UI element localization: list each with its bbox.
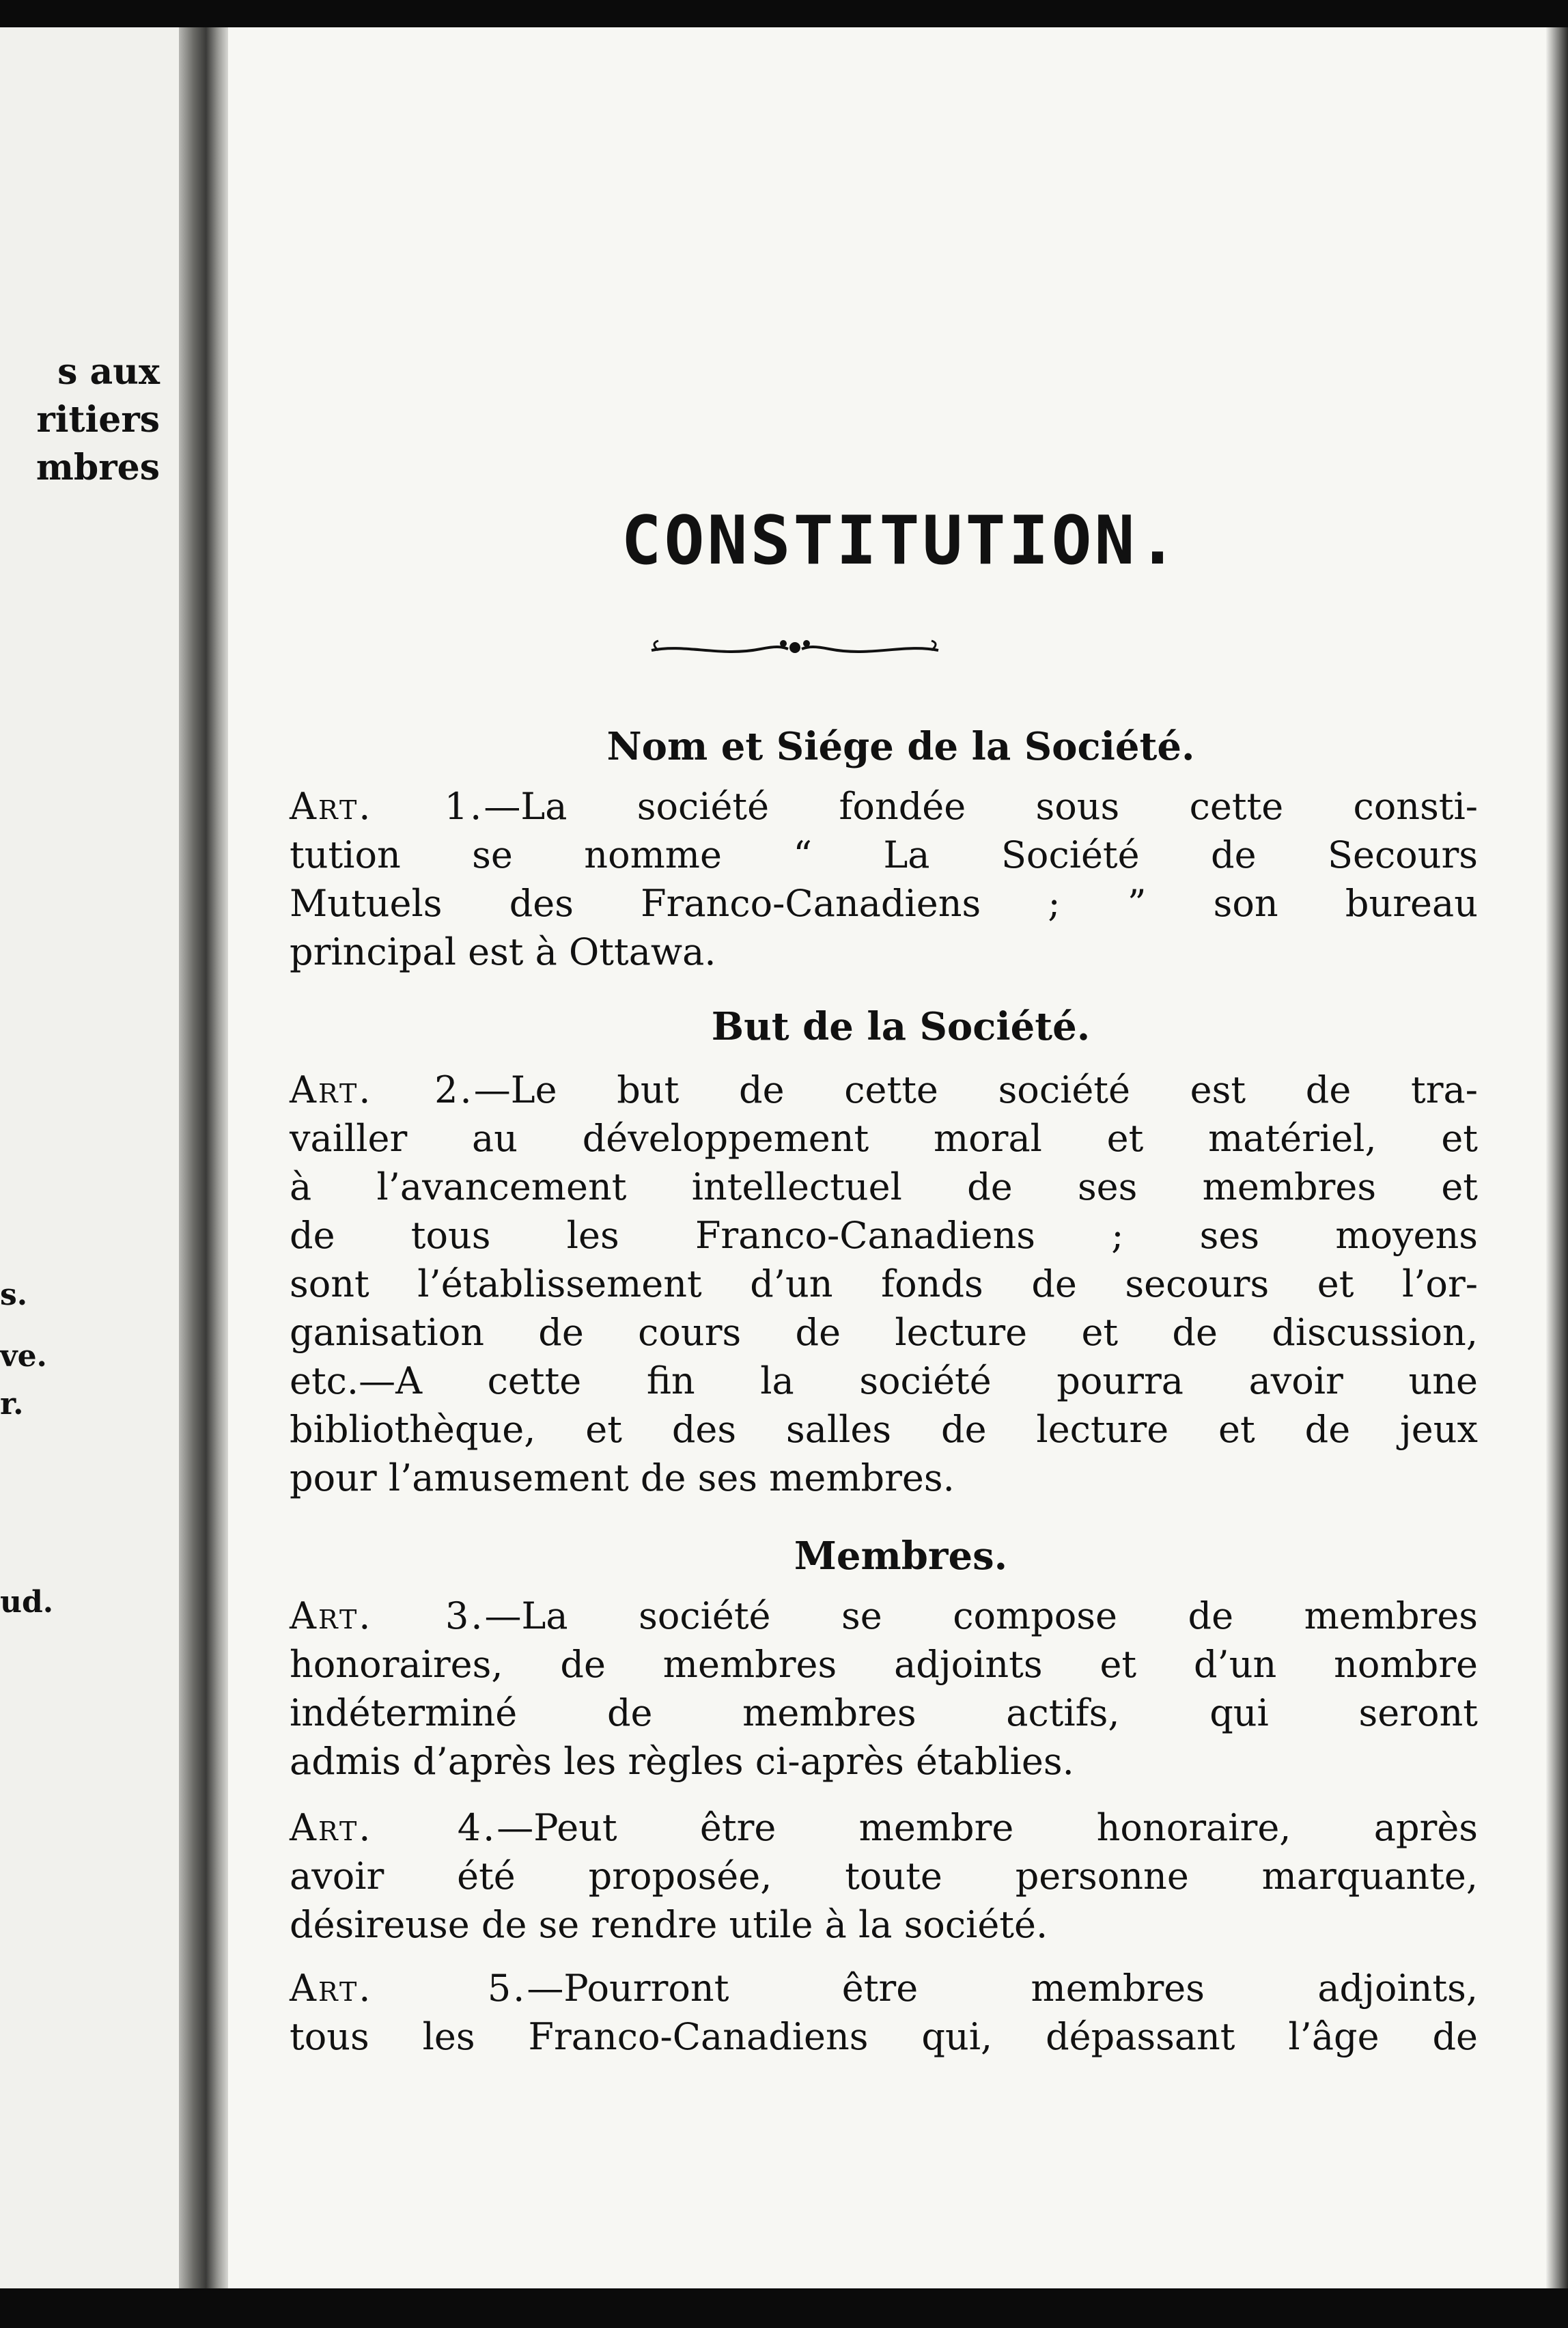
ornament-flourish-icon	[645, 628, 945, 669]
book-gutter	[179, 27, 228, 2288]
article-line: de tous les Franco-Canadiens ; ses moyens	[290, 1214, 1478, 1257]
article-line: à l’avancement intellectuel de ses membres et	[290, 1165, 1478, 1208]
article-line: vailler au développement moral et matériel, et	[290, 1117, 1478, 1160]
article-label: Art. 1.	[290, 785, 484, 828]
section-heading: Nom et Siége de la Société.	[606, 724, 1195, 769]
page-title: CONSTITUTION.	[621, 502, 1181, 580]
article-line: Mutuels des Franco-Canadiens ; ” son bureau	[290, 882, 1478, 925]
article-label: Art. 3.	[290, 1594, 485, 1637]
facing-page	[0, 27, 179, 2288]
facing-line: s aux	[57, 351, 160, 393]
article-line: indéterminé de membres actifs, qui seront	[290, 1691, 1478, 1734]
article-line: bibliothèque, et des salles de lecture et de jeux	[290, 1408, 1478, 1451]
article-line: tous les Franco-Canadiens qui, dépassant l’âge de	[290, 2015, 1478, 2058]
page-edge	[1546, 27, 1568, 2288]
article-line: principal est à Ottawa.	[290, 930, 716, 973]
article-line: etc.—A cette fin la société pourra avoir une	[290, 1359, 1478, 1402]
article-line: tution se nomme “ La Société de Secours	[290, 833, 1478, 876]
facing-fragment: ve.	[0, 1339, 47, 1374]
article-line: désireuse de se rendre utile à la société.	[290, 1903, 1048, 1946]
article-line: —La société fondée sous cette consti-	[484, 785, 1478, 828]
article-4	[290, 1803, 1478, 1949]
article-label: Art. 2.	[290, 1068, 474, 1111]
article-label: Art. 5.	[290, 1967, 527, 2010]
article-label: Art. 4.	[290, 1806, 497, 1849]
facing-fragment: r.	[0, 1387, 24, 1422]
article-3	[290, 1592, 1478, 1786]
article-line: —Peut être membre honoraire, après	[496, 1806, 1478, 1849]
article-line: admis d’après les règles ci-après établies.	[290, 1740, 1074, 1783]
facing-line: mbres	[36, 447, 160, 488]
article-1	[290, 782, 1478, 976]
section-heading: Membres.	[794, 1534, 1008, 1579]
article-line: —Le but de cette société est de tra-	[473, 1068, 1478, 1111]
article-2	[290, 1066, 1478, 1502]
article-line: sont l’établissement d’un fonds de secours et l’or-	[290, 1262, 1478, 1305]
article-line: pour l’amusement de ses membres.	[290, 1456, 955, 1499]
facing-fragment: s.	[0, 1277, 28, 1312]
facing-page-text	[23, 348, 179, 492]
article-5	[290, 1964, 1478, 2061]
section-heading: But de la Société.	[711, 1004, 1091, 1049]
article-line: honoraires, de membres adjoints et d’un nombre	[290, 1643, 1478, 1686]
document-page	[228, 27, 1546, 2288]
article-line: —La société se compose de membres	[484, 1594, 1479, 1637]
article-line: —Pourront être membres adjoints,	[527, 1967, 1478, 2010]
facing-line: ritiers	[36, 399, 160, 441]
article-line: avoir été proposée, toute personne marquante,	[290, 1855, 1478, 1898]
article-line: ganisation de cours de lecture et de discussion,	[290, 1311, 1478, 1354]
facing-fragment: ud.	[0, 1585, 54, 1620]
